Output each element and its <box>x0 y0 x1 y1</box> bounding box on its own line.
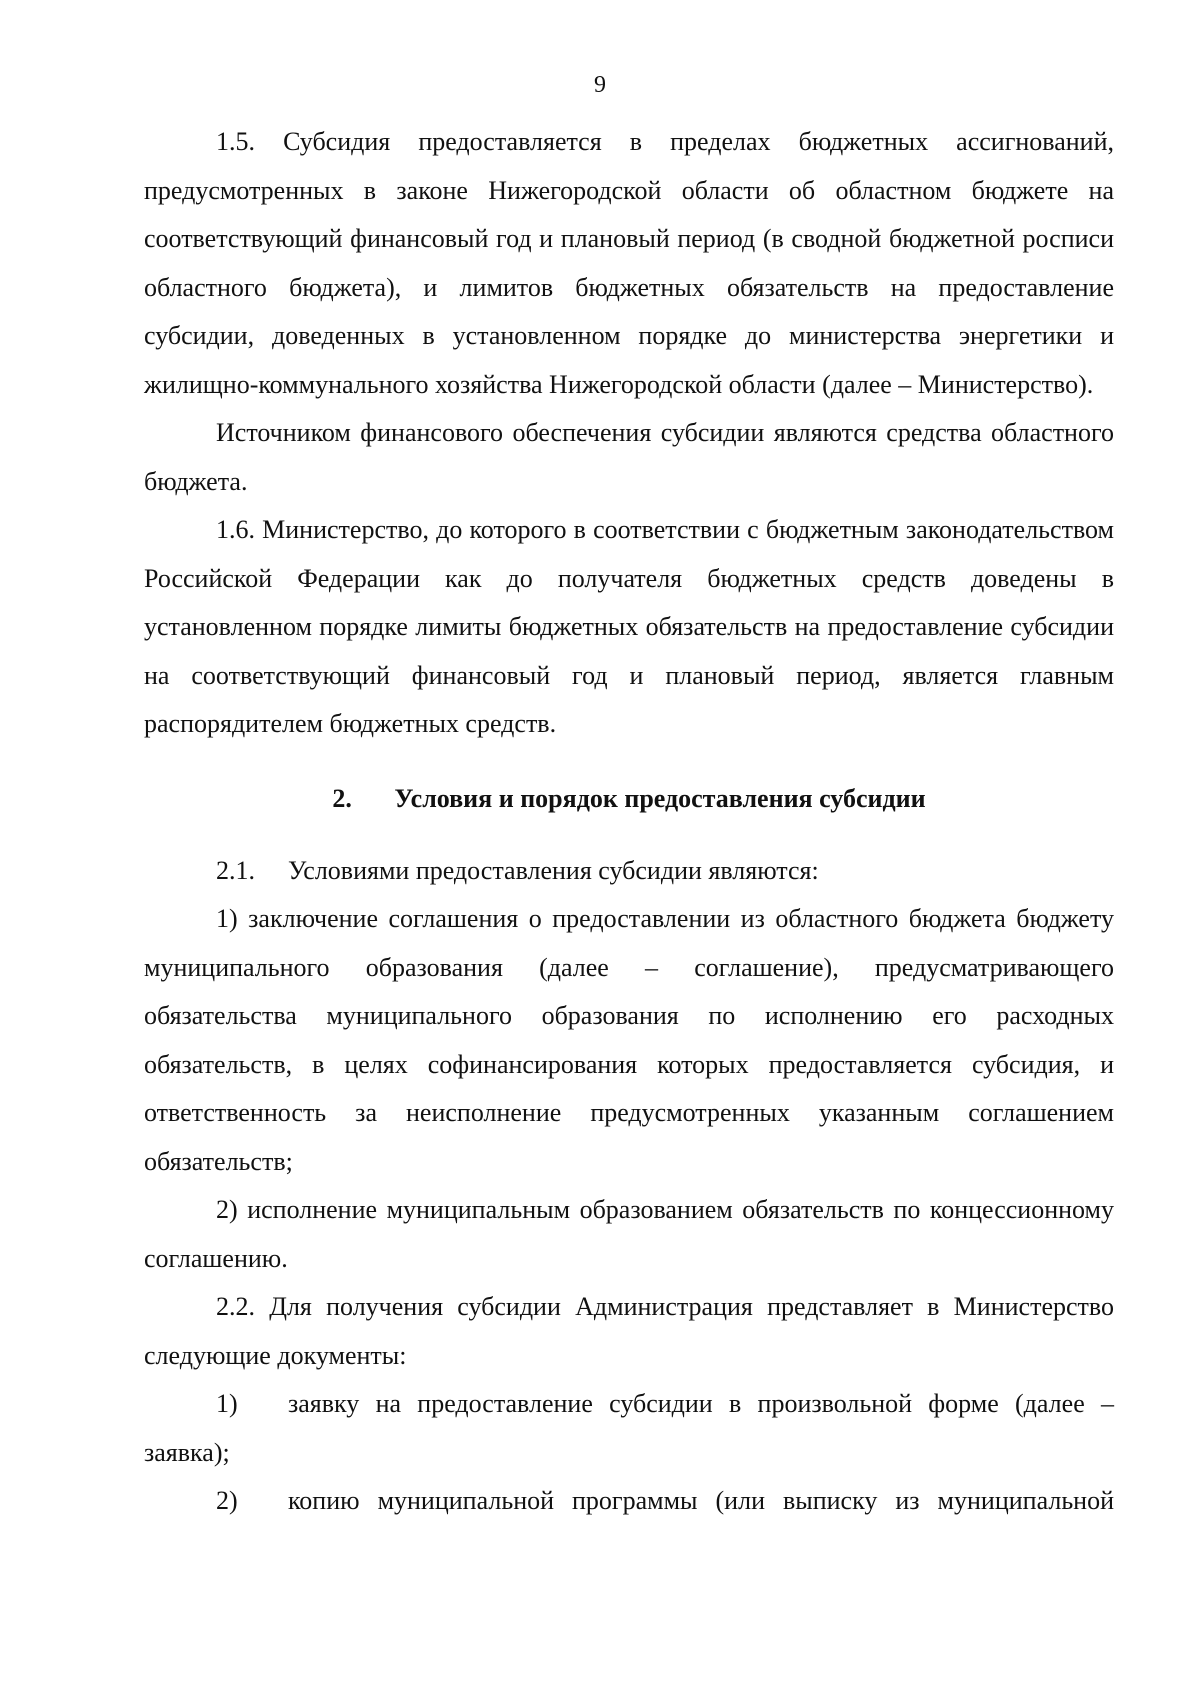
paragraph-funding-source: Источником финансового обеспечения субсидии являются средства областного бюджета. <box>144 418 1114 496</box>
document-item-2-text: копию муниципальной программы (или выписку из муниципальной <box>288 1486 1114 1515</box>
paragraph-1-6: 1.6. Министерство, до которого в соответствии с бюджетным законодательством Российской Федерации как до получателя бюджетных средств доведены в установленном порядке лимиты бюджетных обязательств на предоставление субсидии на соответствующий финансовый год и плановый период, является главным распорядителем бюджетных средств. <box>144 515 1114 738</box>
paragraph-2-2: 2.2. Для получения субсидии Администрация представляет в Министерство следующие документы: <box>144 1292 1114 1370</box>
document-item-2 <box>144 1477 1114 1526</box>
document-item-1-label: 1) <box>216 1389 238 1418</box>
document-item-1 <box>144 1380 1114 1477</box>
section-title: Условия и порядок предоставления субсидии <box>394 783 926 813</box>
paragraph-1-5: 1.5. Субсидия предоставляется в пределах бюджетных ассигнований, предусмотренных в законе Нижегородской области об областном бюджете на соответствующий финансовый год и плановый период (в сводной бюджетной росписи областного бюджета), и лимитов бюджетных обязательств на предоставление субсидии, доведенных в установленном порядке до министерства энергетики и жилищно-коммунального хозяйства Нижегородской области (далее – Министерство). <box>144 127 1114 399</box>
section-number: 2. <box>332 783 352 813</box>
document-item-2-label: 2) <box>216 1486 238 1515</box>
condition-item-1: 1) заключение соглашения о предоставлении из областного бюджета бюджету муниципального образования (далее – соглашение), предусматривающего обязательства муниципального образования по исполнению его расходных обязательств, в целях софинансирования которых предоставляется субсидия, и ответственность за неисполнение предусмотренных указанным соглашением обязательств; <box>144 904 1114 1176</box>
document-body <box>144 118 1114 1526</box>
section-heading <box>144 775 1114 823</box>
page-number: 9 <box>594 72 606 98</box>
paragraph-2-1-label: 2.1. <box>216 855 255 885</box>
paragraph-2-1-text: Условиями предоставления субсидии являются: <box>288 855 819 885</box>
condition-item-2: 2) исполнение муниципальным образованием обязательств по концессионному соглашению. <box>144 1195 1114 1273</box>
paragraph-2-1 <box>144 847 1114 896</box>
document-item-1-text: заявку на предоставление субсидии в произвольной форме (далее – заявка); <box>144 1389 1114 1467</box>
